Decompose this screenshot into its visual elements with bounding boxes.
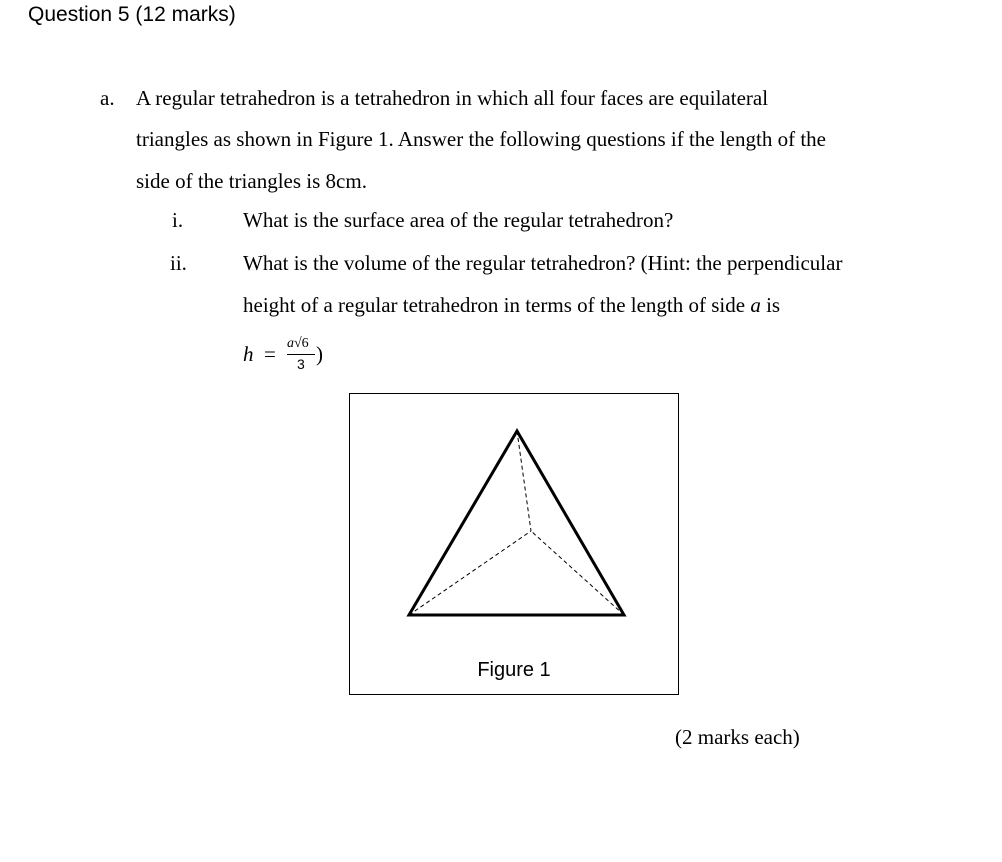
fraction-bar xyxy=(287,354,315,355)
hidden-edge-left xyxy=(409,531,531,615)
sub-question-ii-label: ii. xyxy=(170,251,187,275)
intro-line-1: A regular tetrahedron is a tetrahedron in which all four faces are equilateral xyxy=(136,86,769,110)
part-a-label: a. xyxy=(100,86,115,110)
side-variable: a xyxy=(750,293,761,317)
intro-line-3: side of the triangles is 8cm. xyxy=(136,169,367,193)
numerator-root: √6 xyxy=(294,336,309,351)
line-2-suffix: is xyxy=(760,293,781,317)
figure-caption: Figure 1 xyxy=(477,659,551,681)
figure-1-box xyxy=(349,393,679,695)
formula-equals: = xyxy=(264,342,276,366)
numerator-variable: a xyxy=(287,336,294,351)
tetrahedron-diagram xyxy=(350,394,680,696)
intro-line-2: triangles as shown in Figure 1. Answer the following questions if the length of the xyxy=(136,127,826,151)
line-2-prefix: height of a regular tetrahedron in terms of the length of side xyxy=(243,293,751,317)
tetrahedron-outline xyxy=(409,431,624,615)
formula-numerator xyxy=(287,336,309,352)
sub-question-i-text: What is the surface area of the regular tetrahedron? xyxy=(243,208,674,232)
formula-denominator: 3 xyxy=(297,356,305,372)
question-heading: Question 5 (12 marks) xyxy=(28,3,236,26)
sub-question-ii-line-1: What is the volume of the regular tetrahedron? (Hint: the perpendicular xyxy=(243,251,843,275)
marks-note: (2 marks each) xyxy=(675,725,800,749)
sub-question-ii-line-2 xyxy=(243,292,780,318)
hidden-edge-right xyxy=(531,531,624,615)
sub-question-i-label: i. xyxy=(172,208,184,232)
height-formula xyxy=(243,336,363,380)
formula-close-paren: ) xyxy=(316,342,323,366)
formula-lhs: h xyxy=(243,342,254,366)
